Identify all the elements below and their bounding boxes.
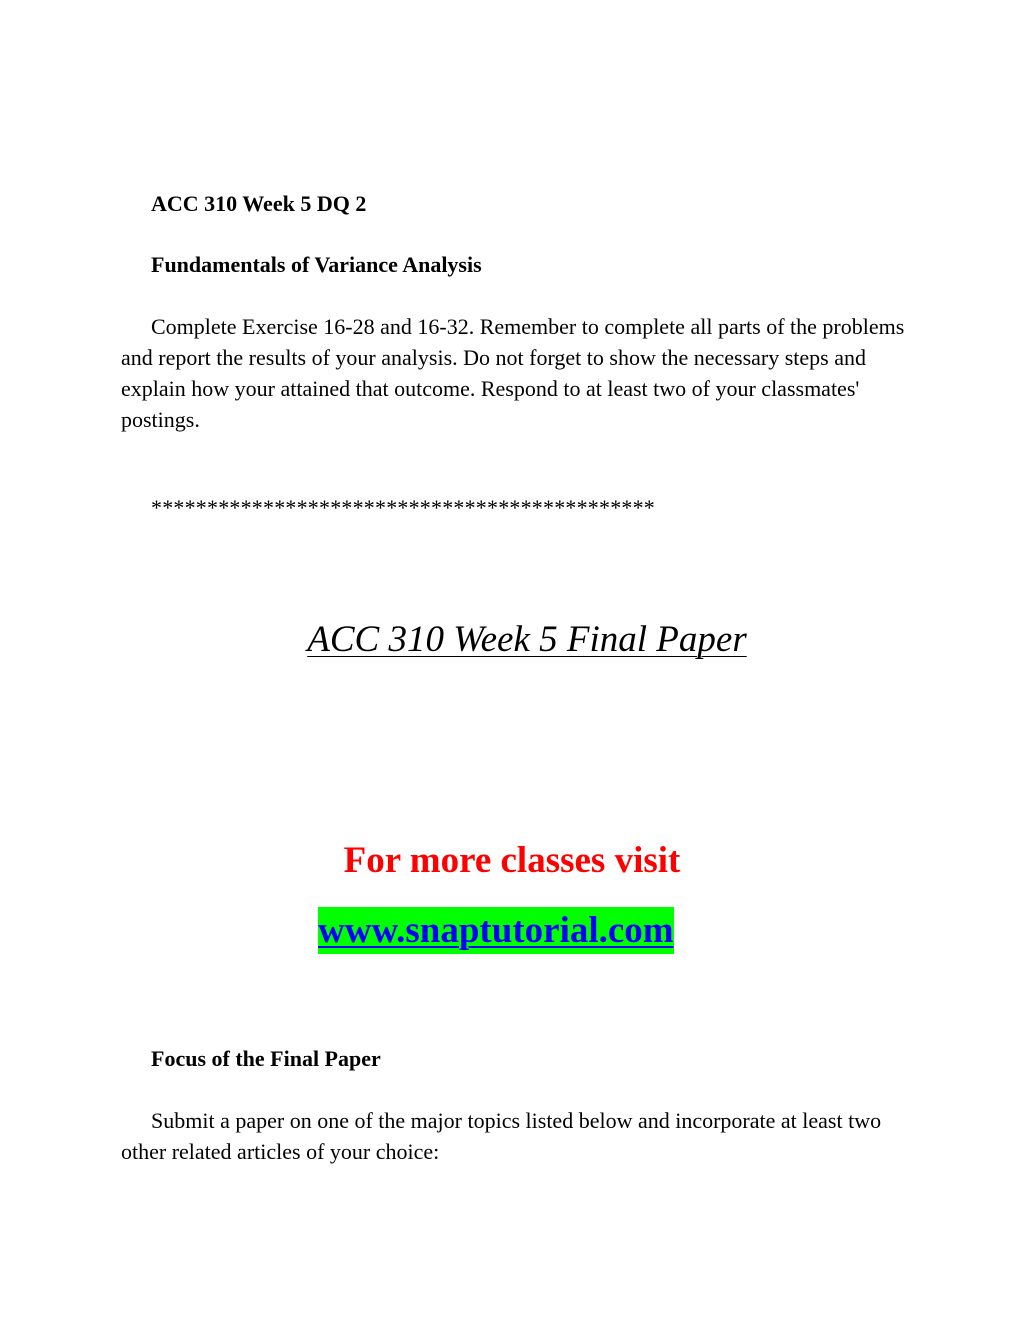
separator-asterisks: ********************************************* [151,495,655,520]
promo-link-highlight [318,907,674,954]
section-body-dq2: Complete Exercise 16-28 and 16-32. Remember to complete all parts of the problems and report the results of your analysis. Do not forget to show the necessary steps and explain how your attained that outcome. Respond to at least two of your classmates' postings. [121,314,905,432]
final-paper-title: ACC 310 Week 5 Final Paper [307,619,747,660]
section-heading-dq2: ACC 310 Week 5 DQ 2 [151,191,367,216]
snaptutorial-link[interactable]: www.snaptutorial.com [318,910,674,951]
section-subheading-variance: Fundamentals of Variance Analysis [151,252,482,277]
section-subheading-final-paper: Focus of the Final Paper [151,1046,381,1071]
promo-text: For more classes visit [343,840,681,881]
section-body-final-paper: Submit a paper on one of the major topics listed below and incorporate at least two other related articles of your choice: [121,1108,882,1164]
